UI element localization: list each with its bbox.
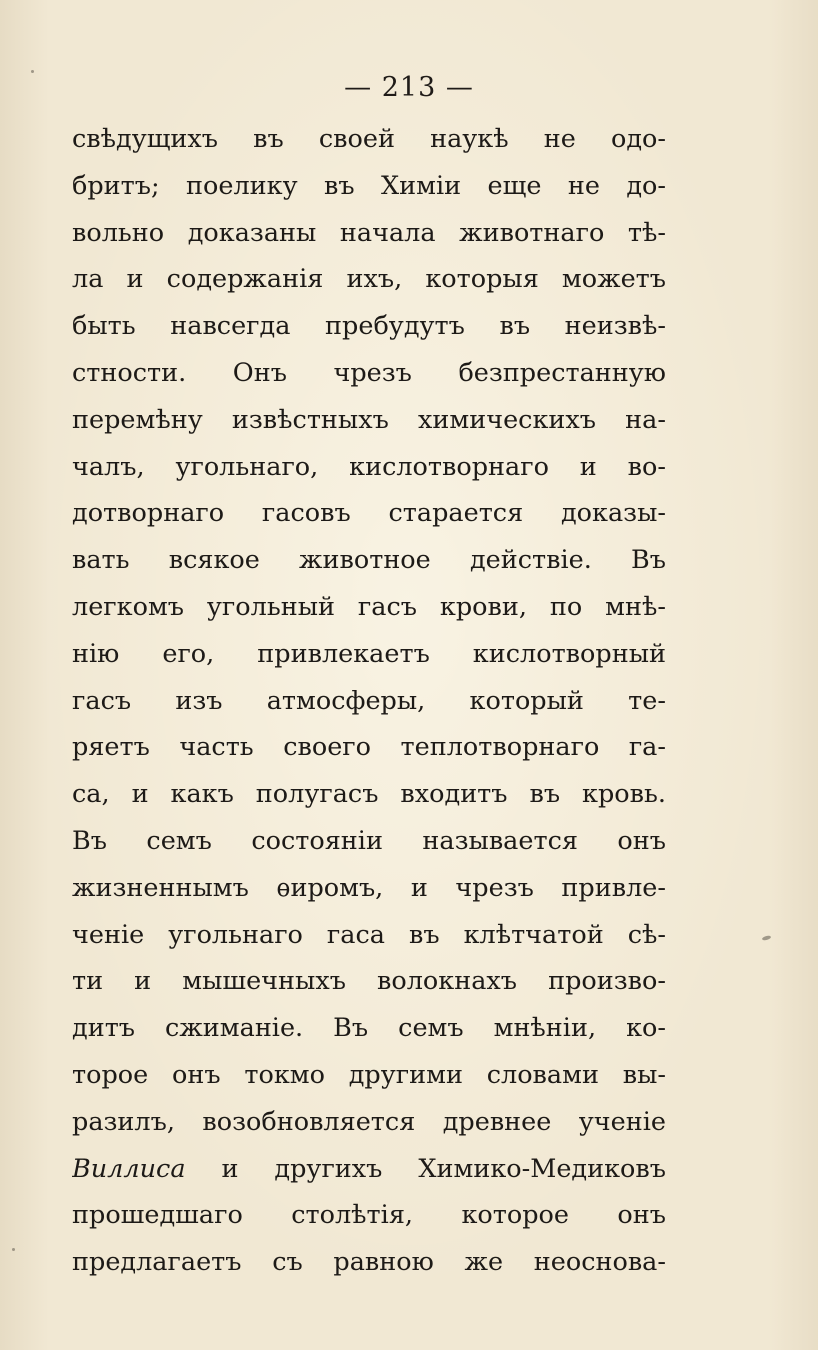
line-remainder: и другихъ Химико-Медиковъ (185, 1153, 666, 1184)
paper-speck (12, 1248, 15, 1251)
text-line: вольно доказаны начала животнаго тѣ- (72, 217, 666, 248)
text-line: прошедшаго столѣтія, которое онъ (72, 1200, 666, 1231)
text-line (72, 1146, 666, 1193)
text-line: ти и мышечныхъ волокнахъ произво- (72, 966, 666, 997)
text-line: легкомъ угольный гасъ крови, по мнѣ- (72, 591, 666, 622)
page-number: — 213 — (344, 72, 474, 103)
text-line: жизненнымъ ѳиромъ, и чрезъ привле- (72, 872, 666, 903)
text-line: предлагаетъ съ равною же неоснова- (72, 1247, 666, 1278)
text-line: бритъ; поелику въ Химіи еще не до- (72, 170, 666, 201)
text-line: ченіе угольнаго гаса въ клѣтчатой сѣ- (72, 919, 666, 950)
text-line: ла и содержанія ихъ, которыя можетъ (72, 264, 666, 295)
text-line: вать всякое животное действіе. Въ (72, 545, 666, 576)
text-line: ряетъ часть своего теплотворнаго га- (72, 732, 666, 763)
text-line: быть навсегда пребудутъ въ неизвѣ- (72, 311, 666, 342)
text-line: дитъ сжиманіе. Въ семъ мнѣніи, ко- (72, 1013, 666, 1044)
page-text (72, 116, 666, 1286)
paper-speck (762, 935, 772, 941)
text-line: дотворнаго гасовъ старается доказы- (72, 498, 666, 529)
paper-speck (31, 70, 34, 73)
text-line: торое онъ токмо другими словами вы- (72, 1059, 666, 1090)
text-line: нію его, привлекаетъ кислотворный (72, 638, 666, 669)
text-line: перемѣну извѣстныхъ химическихъ на- (72, 404, 666, 435)
text-line: гасъ изъ атмосферы, который те- (72, 685, 666, 716)
text-line: разилъ, возобновляется древнее ученіе (72, 1106, 666, 1137)
text-line: Въ семъ состояніи называется онъ (72, 825, 666, 856)
text-line: чалъ, угольнаго, кислотворнаго и во- (72, 451, 666, 482)
text-line: свѣдущихъ въ своей наукѣ не одо- (72, 124, 666, 154)
text-line: са, и какъ полугасъ входитъ въ кровь. (72, 779, 666, 810)
italic-name: Виллиса (72, 1153, 186, 1184)
text-line: стности. Онъ чрезъ безпрестанную (72, 357, 666, 388)
